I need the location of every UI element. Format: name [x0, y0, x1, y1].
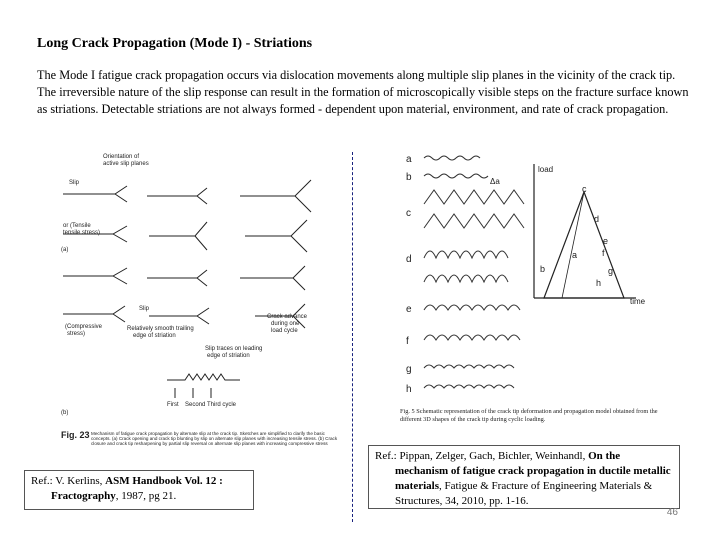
- time-axis-label: time: [630, 297, 646, 306]
- fig-label: (Compressive: [65, 324, 103, 330]
- reference-prefix: Ref.: V. Kerlins,: [31, 475, 106, 487]
- fig-label: tensile stress): [63, 230, 101, 236]
- crack-profile: [424, 335, 520, 340]
- stage-letter: g: [406, 364, 412, 375]
- stage-letter: a: [406, 154, 412, 165]
- column-divider: [352, 152, 353, 522]
- delta-a-label: Δa: [490, 177, 500, 186]
- crack-profile: [424, 156, 480, 160]
- curve-point: h: [596, 278, 602, 288]
- fig-label: Slip traces on leading: [205, 346, 263, 352]
- crack-shape: [63, 186, 127, 202]
- crack-profile: [424, 251, 508, 258]
- fig-label: or (Tensile: [63, 223, 91, 229]
- slide-title: Long Crack Propagation (Mode I) - Striations: [37, 36, 313, 51]
- reference-prefix: Ref.: Pippan, Zelger, Gach, Bichler, Weinhandl,: [375, 450, 589, 462]
- crack-shape: [245, 220, 307, 252]
- crack-shape: [149, 222, 207, 250]
- right-reference-box: [368, 445, 680, 509]
- reference-title: On the mechanism of fatigue crack propagation in ductile metallic materials: [395, 450, 671, 492]
- page-number: 46: [666, 507, 678, 518]
- stage-letter: b: [406, 172, 412, 183]
- reference-title: ASM Handbook Vol. 12 : Fractography: [51, 475, 223, 502]
- crack-shape: [63, 268, 127, 284]
- fig-label: edge of striation: [207, 353, 250, 359]
- crack-profile: [424, 275, 508, 282]
- fig-label: Slip: [69, 180, 80, 186]
- fig-label: Crack advance: [267, 314, 308, 320]
- intro-paragraph: The Mode I fatigue crack propagation occurs via dislocation movements along multiple slip planes in the vicinity of the crack tip. The irreversible nature of the slip response can result in the formation of microscopically visible steps on the fracture surface known as striations. Detectable striations are not always formed - dependent upon material, environment, and rate of crack propagation.: [37, 68, 689, 116]
- curve-point: g: [608, 266, 614, 276]
- load-curve: [544, 192, 624, 298]
- fig-label: edge of striation: [133, 333, 176, 339]
- fig-label: First: [167, 402, 179, 408]
- reference-suffix: , 1987, pg 21.: [115, 490, 177, 502]
- fig-label: Second: [185, 402, 206, 408]
- stage-letter: e: [406, 304, 412, 315]
- fig-label: Slip: [139, 306, 150, 312]
- crack-shape: [147, 188, 207, 204]
- crack-shape: [147, 270, 207, 286]
- curve-point: b: [540, 264, 546, 274]
- reference-suffix: , Fatigue & Fracture of Engineering Materials & Structures, 34, 2010, pp. 1-16.: [395, 480, 653, 507]
- crack-profile: [424, 385, 514, 388]
- fig-label: Orientation of: [103, 154, 140, 160]
- fig-label: stress): [67, 331, 85, 337]
- fig-label: Relatively smooth trailing: [127, 326, 194, 332]
- crack-shape: [149, 308, 209, 324]
- crack-profile: [424, 174, 488, 178]
- stage-letter: c: [406, 208, 411, 219]
- figure-caption-label: Fig. 23: [61, 430, 90, 440]
- stage-letter: h: [406, 384, 412, 395]
- stage-letter: d: [406, 254, 412, 265]
- fig-label: Third cycle: [207, 402, 237, 408]
- fig-label: load cycle: [271, 328, 298, 334]
- curve-point: f: [602, 248, 605, 258]
- fig-label: (b): [61, 410, 69, 416]
- crack-tip-slip-figure: [55, 152, 345, 452]
- figure-caption: Mechanism of fatigue crack propagation by alternate slip at the crack tip. Sketches are simplified to clarify the basic concepts. (a) Crack opening and crack tip blunting by slip on alternate slip planes with increasing tensile stress. (b) Crack closure and crack tip resharpening by partial slip reversal on alternate slip planes with increasing compressive stress: [91, 431, 338, 446]
- crack-profile: [424, 365, 514, 368]
- right-figure-caption: Fig. 5 Schematic representation of the crack tip deformation and propagation model obtained from the different 3D shapes of the crack tip during cyclic loading.: [400, 408, 658, 423]
- load-axis-label: load: [538, 165, 554, 174]
- crack-profile: [424, 190, 524, 204]
- crack-tip-model-figure: [398, 150, 663, 442]
- fig-label: during one: [271, 321, 300, 327]
- curve-point: c: [582, 184, 587, 194]
- fig-label: (a): [61, 247, 69, 253]
- fig-label: active slip planes: [103, 161, 149, 167]
- crack-shape: [240, 180, 311, 212]
- curve-point: d: [594, 214, 600, 224]
- striation-profile: [167, 374, 240, 380]
- crack-shape: [240, 266, 305, 290]
- crack-profile: [424, 214, 524, 228]
- left-reference-box: [24, 470, 254, 510]
- curve-point: e: [603, 236, 609, 246]
- crack-profile: [424, 305, 520, 310]
- curve-point: a: [572, 250, 578, 260]
- stage-letter: f: [406, 336, 409, 347]
- crack-shape: [63, 306, 125, 322]
